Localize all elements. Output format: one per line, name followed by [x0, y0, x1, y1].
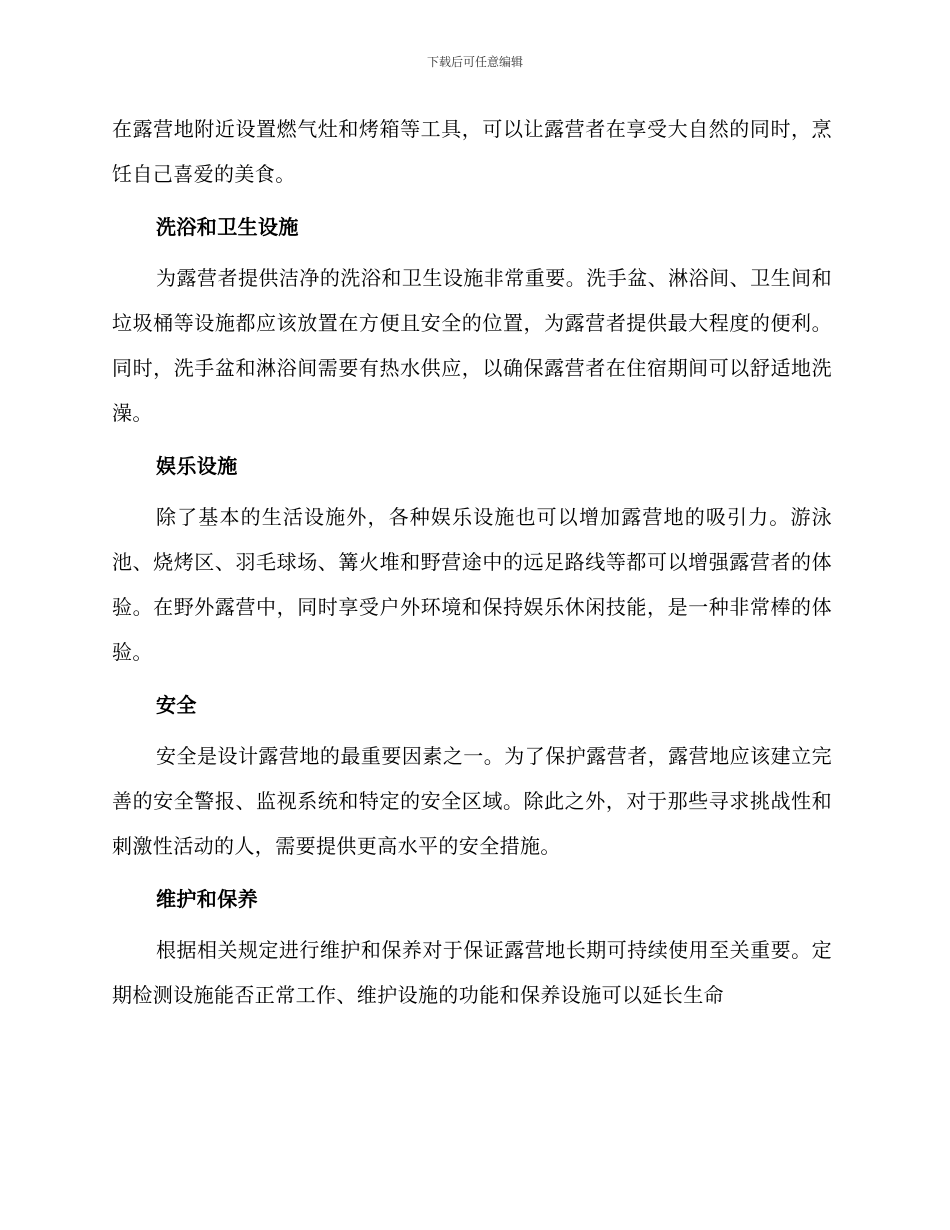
section-heading-maintenance: 维护和保养	[156, 887, 258, 911]
section-heading-bathing: 洗浴和卫生设施	[156, 215, 299, 239]
section-paragraph-maintenance: 根据相关规定进行维护和保养对于保证露营地长期可持续使用至关重要。定期检测设施能否正常工作、维护设施的功能和保养设施可以延长生命	[112, 938, 832, 1007]
section-paragraph-safety: 安全是设计露营地的最重要因素之一。为了保护露营者，露营地应该建立完善的安全警报、监视系统和特定的安全区域。除此之外，对于那些寻求挑战性和刺激性活动的人，需要提供更高水平的安全措施。	[112, 744, 832, 858]
section-heading-safety: 安全	[156, 693, 197, 717]
page-header: 下载后可任意编辑	[426, 55, 523, 69]
section-heading-entertainment: 娱乐设施	[156, 454, 238, 478]
section-paragraph-entertainment: 除了基本的生活设施外，各种娱乐设施也可以增加露营地的吸引力。游泳池、烧烤区、羽毛球场、篝火堆和野营途中的远足路线等都可以增强露营者的体验。在野外露营中，同时享受户外环境和保持娱乐休闲技能，是一种非常棒的体验。	[112, 505, 832, 664]
document-body	[112, 107, 832, 1018]
intro-paragraph: 在露营地附近设置燃气灶和烤箱等工具，可以让露营者在享受大自然的同时，烹饪自己喜爱的美食。	[112, 117, 832, 186]
section-paragraph-bathing: 为露营者提供洁净的洗浴和卫生设施非常重要。洗手盆、淋浴间、卫生间和垃圾桶等设施都应该放置在方便且安全的位置，为露营者提供最大程度的便利。同时，洗手盆和淋浴间需要有热水供应，以确保露营者在住宿期间可以舒适地洗澡。	[112, 266, 832, 425]
